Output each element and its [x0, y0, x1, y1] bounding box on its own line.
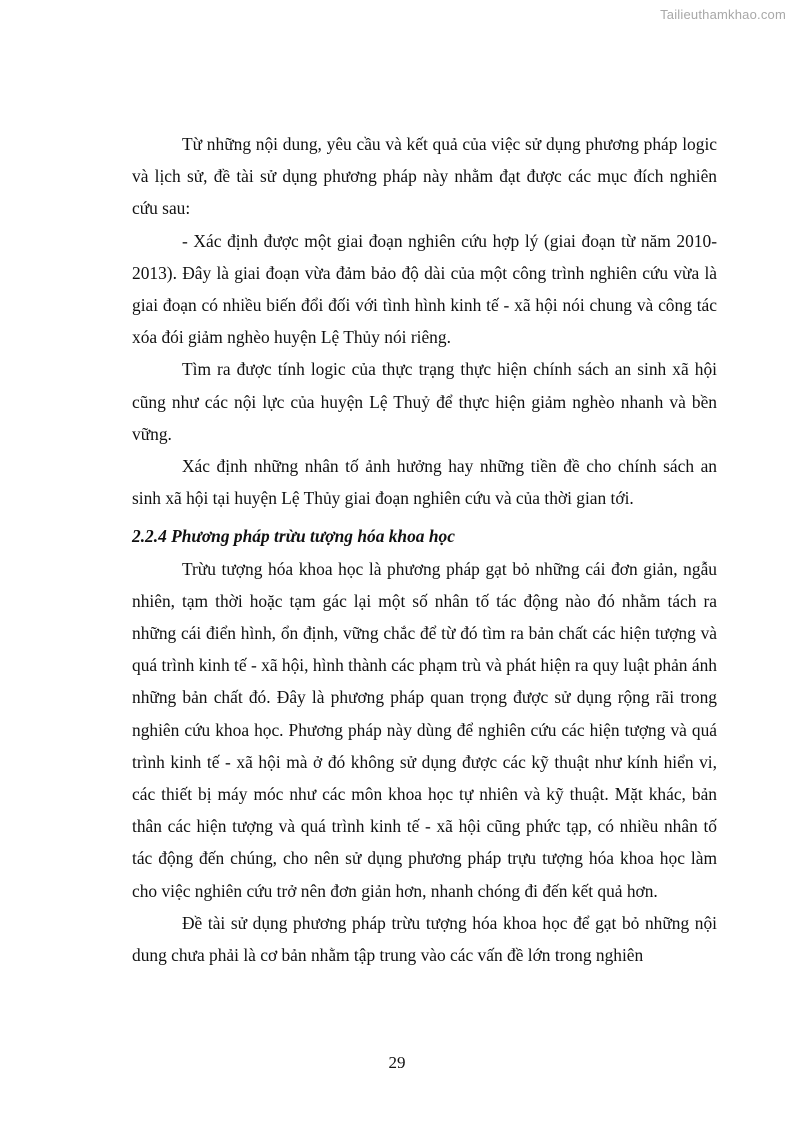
document-body — [132, 128, 717, 971]
paragraph: Tìm ra được tính logic của thực trạng thực hiện chính sách an sinh xã hội cũng như các nội lực của huyện Lệ Thuỷ để thực hiện giảm nghèo nhanh và bền vững. — [132, 359, 717, 444]
paragraph: - Xác định được một giai đoạn nghiên cứu hợp lý (giai đoạn từ năm 2010-2013). Đây là giai đoạn vừa đảm bảo độ dài của một công trình nghiên cứu vừa là giai đoạn có nhiều biến đổi đối với tình hình kinh tế - xã hội nói chung và công tác xóa đói giảm nghèo huyện Lệ Thủy nói riêng. — [132, 230, 717, 348]
paragraph: Xác định những nhân tố ảnh hưởng hay những tiền đề cho chính sách an sinh xã hội tại huyện Lệ Thủy giai đoạn nghiên cứu và của thời gian tới. — [132, 456, 717, 509]
paragraph: Đề tài sử dụng phương pháp trừu tượng hóa khoa học để gạt bỏ những nội dung chưa phải là cơ bản nhằm tập trung vào các vấn đề lớn trong nghiên — [132, 912, 717, 966]
paragraph: Trừu tượng hóa khoa học là phương pháp gạt bỏ những cái đơn giản, ngẫu nhiên, tạm thời hoặc tạm gác lại một số nhân tố tác động nào đó nhằm tách ra những cái điển hình, ổn định, vững chắc để từ đó tìm ra bản chất các hiện tượng và quá trình kinh tế - xã hội, hình thành các phạm trù và phát hiện ra quy luật phản ánh những bản chất đó. Đây là phương pháp quan trọng được sử dụng rộng rãi trong nghiên cứu khoa học. Phương pháp này dùng để nghiên cứu các hiện tượng và quá trình kinh tế - xã hội mà ở đó không sử dụng được các kỹ thuật như kính hiển vi, các thiết bị máy móc như các môn khoa học tự nhiên và kỹ thuật. Mặt khác, bản thân các hiện tượng và quá trình kinh tế - xã hội cũng phức tạp, có nhiều nhân tố tác động đến chúng, cho nên sử dụng phương pháp trựu tượng hóa khoa học làm cho việc nghiên cứu trở nên đơn giản hơn, nhanh chóng đi đến kết quả hơn. — [132, 558, 717, 901]
page-number: 29 — [388, 1053, 406, 1072]
watermark: Tailieuthamkhao.com — [660, 7, 786, 22]
paragraph: Từ những nội dung, yêu cầu và kết quả của việc sử dụng phương pháp logic và lịch sử, đề tài sử dụng phương pháp này nhằm đạt được các mục đích nghiên cứu sau: — [132, 134, 717, 219]
section-heading: 2.2.4 Phương pháp trừu tượng hóa khoa học — [132, 526, 455, 547]
